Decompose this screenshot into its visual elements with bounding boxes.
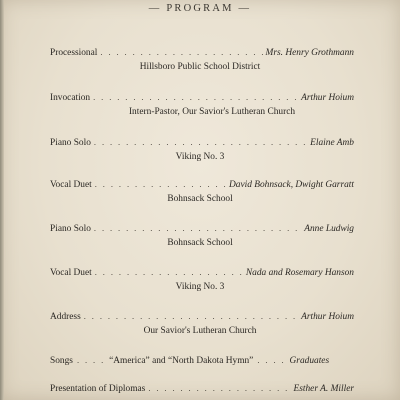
item-performer: Anne Ludwig — [304, 224, 354, 234]
program-item-vocal-duet — [50, 265, 354, 279]
item-label: Vocal Duet — [50, 180, 92, 190]
item-label: Vocal Duet — [50, 268, 92, 278]
program-item-piano-solo — [50, 135, 354, 149]
program-item-songs — [50, 353, 354, 367]
leader-dots — [84, 309, 298, 323]
program-item-vocal-duet — [50, 177, 354, 191]
program-item-address — [50, 309, 354, 323]
item-performer: Arthur Hoium — [301, 312, 354, 322]
program-heading: — PROGRAM — — [148, 3, 252, 14]
leader-dots — [100, 45, 262, 59]
item-label: Address — [50, 312, 81, 322]
songs-titles: “America” and “North Dakota Hymn” — [109, 356, 254, 366]
leader-dots — [95, 265, 243, 279]
item-label: Piano Solo — [50, 224, 91, 234]
program-item-processional — [50, 45, 354, 59]
item-performer: David Bohnsack, Dwight Garratt — [229, 180, 354, 190]
item-label: Invocation — [50, 93, 91, 103]
item-label: Piano Solo — [50, 138, 91, 148]
item-subtitle: Intern-Pastor, Our Savior's Lutheran Church — [128, 107, 296, 117]
item-subtitle: Our Savior's Lutheran Church — [143, 326, 257, 336]
program-item-diplomas — [50, 381, 354, 395]
program-item-piano-solo — [50, 221, 354, 235]
item-performer: Esther A. Miller — [293, 384, 354, 394]
leader-dots — [148, 381, 290, 395]
leader-dots — [94, 221, 301, 235]
item-subtitle: Bohnsack School — [167, 194, 233, 204]
item-performer: Arthur Hoium — [301, 93, 354, 103]
item-performer: Elaine Amb — [310, 138, 354, 148]
leader-dots — [95, 177, 226, 191]
item-subtitle: Bohnsack School — [167, 238, 233, 248]
item-subtitle: Viking No. 3 — [175, 282, 225, 292]
item-label: Songs — [50, 356, 73, 366]
leader-dots — [94, 135, 307, 149]
item-label: Presentation of Diplomas — [50, 384, 146, 394]
item-performer: Nada and Rosemary Hanson — [245, 268, 354, 278]
item-performer: Mrs. Henry Grothmann — [265, 48, 354, 58]
item-performer: Graduates — [289, 356, 330, 366]
leader-dots — [93, 90, 298, 104]
program-item-invocation — [50, 90, 354, 104]
item-subtitle: Viking No. 3 — [175, 152, 225, 162]
item-subtitle: Hillsboro Public School District — [139, 62, 261, 72]
leader-dots: . . . . — [76, 355, 106, 365]
leader-dots: . . . . — [257, 355, 286, 365]
item-label: Processional — [50, 48, 98, 58]
